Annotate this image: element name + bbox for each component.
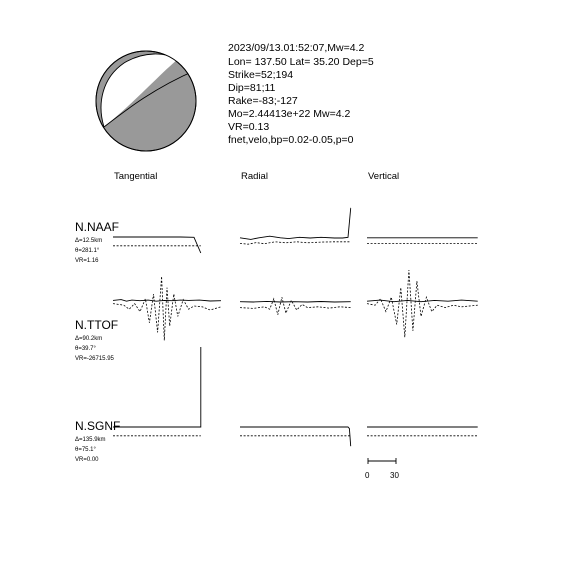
waveform-traces [113,208,478,446]
observed-trace-n-ttof-tangential [113,300,221,302]
observed-trace-n-naaf-radial [240,208,351,239]
station-vr: VR=-26715.95 [75,356,114,362]
synthetic-trace-n-ttof-radial [240,297,351,315]
scale-bar-start-label: 0 [365,471,370,480]
observed-trace-n-sgnf-radial [240,427,351,446]
station-distance: Δ=12.5km [75,238,103,244]
scale-bar-end-label: 30 [390,471,399,480]
station-azimuth: θ=75.1° [75,447,96,453]
observed-trace-n-naaf-tangential [113,237,201,253]
observed-trace-n-ttof-radial [240,301,351,302]
observed-trace-n-ttof-vertical [367,300,478,302]
component-label-tangential: Tangential [114,171,158,182]
station-vr: VR=1.16 [75,258,99,264]
component-label-vertical: Vertical [368,171,400,182]
header-line-strike: Strike=52;194 [228,69,294,81]
header-line-moment: Mo=2.44413e+22 Mw=4.2 [228,108,351,120]
station-distance: Δ=135.9km [75,437,106,443]
beachball [96,40,200,151]
header-line-vr: VR=0.13 [228,121,270,133]
synthetic-trace-n-naaf-radial [240,242,351,244]
component-headers [114,171,399,182]
synthetic-trace-n-ttof-tangential [113,276,221,340]
station-name: N.NAAF [75,220,120,234]
station-azimuth: θ=281.1° [75,248,100,254]
header-line-location: Lon= 137.50 Lat= 35.20 Dep=5 [228,56,374,68]
station-vr: VR=0.00 [75,457,99,463]
time-scale-bar [365,458,399,480]
header-line-datetime: 2023/09/13.01:52:07,Mw=4.2 [228,42,365,54]
station-name: N.TTOF [75,318,119,332]
station-azimuth: θ=39.7° [75,346,96,352]
header-line-dip: Dip=81;11 [228,82,276,94]
header-line-rake: Rake=-83;-127 [228,95,298,107]
station-name: N.SGNF [75,419,121,433]
event-header [228,42,374,146]
scale-bar-line [368,458,396,464]
component-label-radial: Radial [241,171,268,182]
observed-trace-n-sgnf-tangential [113,347,201,427]
header-line-filter: fnet,velo,bp=0.02-0.05,p=0 [228,134,354,146]
station-distance: Δ=90.2km [75,336,103,342]
synthetic-trace-n-ttof-vertical [367,270,478,337]
